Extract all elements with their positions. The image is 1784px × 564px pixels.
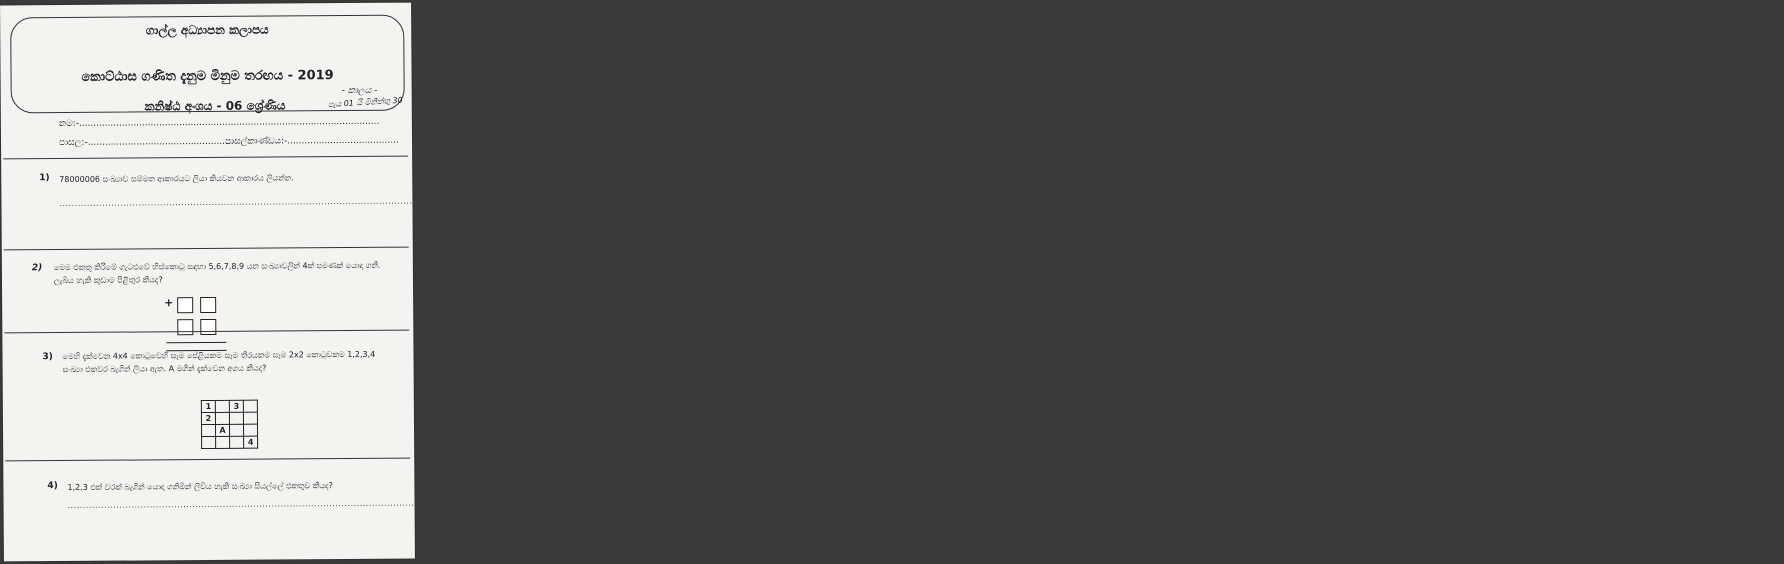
grid-cell — [215, 400, 229, 412]
digit-box — [200, 319, 216, 335]
question-3-text: මෙහි දැක්වෙන 4x4 කොටුවෙහි සෑම පේළියකම සෑම තීරයකම සෑම 2x2 කොටුවකම 1,2,3,4 සංඛ්‍යා එකවර බැගින් ලියා ඇත. A මගින් දැක්වෙන අගය කීයද? — [62, 349, 376, 375]
divider — [3, 156, 408, 160]
question-4-answer-lines: ...................................................................................................................................................................................................................................................................................................................................................................................................................................................................... — [67, 491, 1450, 510]
grid-cell — [215, 412, 229, 424]
grid-cell: 1 — [201, 400, 215, 412]
divider — [5, 458, 410, 462]
time-value: පැය 01 යි මිනිත්තු 30 — [327, 95, 403, 110]
question-1-number: 1) — [39, 173, 50, 184]
grid-cell — [243, 400, 257, 412]
school-division-field: පාසල්කාණ්ඩය:-....................................... — [224, 135, 399, 147]
exam-paper — [0, 3, 1782, 562]
grid-cell — [229, 412, 243, 424]
grid-cell: 2 — [201, 412, 215, 424]
header-box — [10, 15, 405, 114]
question-2-number: 2) — [31, 263, 43, 274]
question-4-text: 1,2,3 එක් වරක් බැගින් යොදා ගනිමින් ලිවිය හැකි සංඛ්‍යා සියල්ලේ එකතුව කීයද? — [67, 481, 333, 492]
question-4-number: 4) — [47, 481, 58, 492]
grid-cell — [243, 412, 257, 424]
divider — [4, 247, 409, 251]
sum-line — [166, 342, 226, 343]
exam-title: කොට්ඨාස ගණිත දැනුම මිනුම තරඟය - 2019 — [81, 68, 334, 85]
question-3-number: 3) — [42, 352, 53, 363]
grade-label: කනිෂ්ඨ අංශය - 06 ශ්‍රේණිය — [144, 98, 286, 114]
digit-box — [200, 297, 216, 313]
grid-cell — [229, 424, 243, 436]
grid-cell — [230, 436, 244, 448]
number-grid — [201, 400, 258, 449]
grid-cell — [202, 436, 216, 448]
time-label: - කාලය - — [341, 85, 378, 97]
digit-box — [177, 297, 193, 313]
plus-sign: + — [164, 296, 174, 310]
grid-cell — [201, 424, 215, 436]
name-field: නම:-......................................................................................................... — [58, 116, 380, 130]
question-1-text: 78000006 සංඛ්‍යාව සම්මත ආකාරයට ලියා කියවන ආකාරය ලියන්න. — [59, 173, 294, 185]
grid-cell: 4 — [244, 436, 258, 448]
question-1-answer-lines: ...................................................................................................................................................................................................................................................................................................................................................................................................................................................................................................................................................................................... — [59, 187, 1782, 209]
grid-cell — [216, 436, 230, 448]
digit-box — [177, 319, 193, 335]
grid-cell: 3 — [229, 400, 243, 412]
question-2-text: මෙම එකතු කිරීමේ ගැටළුවේ හිස්කොටු සඳහා 5,6,7,8,9 යන සංඛ්‍යාවලින් 4ක් පමණක් යොදා ගනී. ලැබිය හැකි කුඩාම පිළිතුර කීයද? — [53, 260, 381, 286]
grid-cell-a: A — [215, 424, 229, 436]
school-field: පාසල:-................................................... — [58, 136, 234, 149]
grid-cell — [243, 424, 257, 436]
zone-title: ගාල්ල අධ්‍යාපන කලාපය — [145, 22, 269, 38]
